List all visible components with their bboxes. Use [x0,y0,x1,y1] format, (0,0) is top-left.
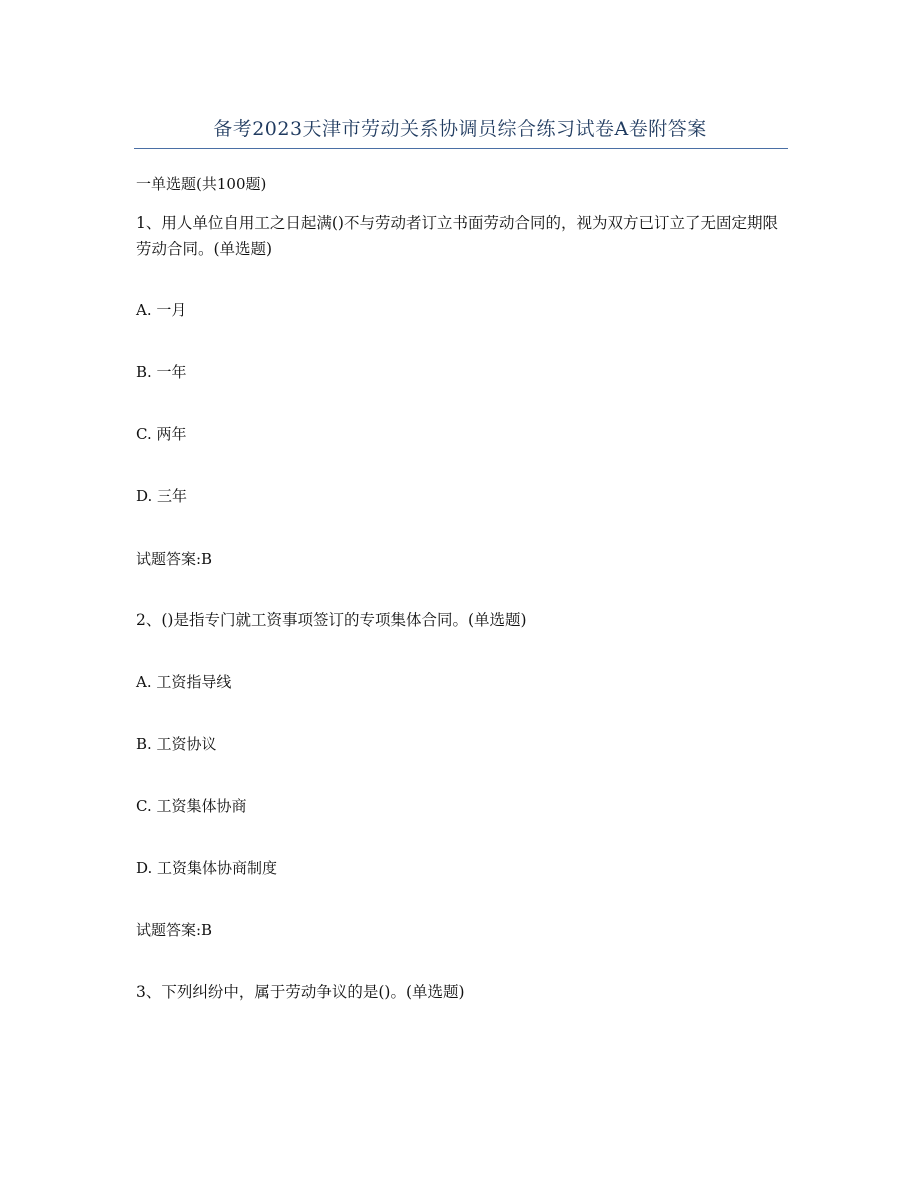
question-3-text: 3、下列纠纷中，属于劳动争议的是()。(单选题) [136,983,465,1001]
question-1-option-a: A. 一月 [136,301,187,319]
question-2-option-c: C. 工资集体协商 [136,797,247,815]
question-1-option-b: B. 一年 [136,363,187,381]
title-divider [134,148,788,149]
question-2-answer: 试题答案:B [136,921,213,939]
section-header: 一单选题(共100题) [136,175,267,193]
question-1-option-c: C. 两年 [136,425,187,443]
question-1-text: 1、用人单位自用工之日起满()不与劳动者订立书面劳动合同的，视为双方已订立了无固定期限劳动合同。(单选题) [136,214,778,258]
question-1-option-d: D. 三年 [136,487,188,505]
question-2-option-d: D. 工资集体协商制度 [136,859,278,877]
question-2-option-a: A. 工资指导线 [136,673,232,691]
question-2-option-b: B. 工资协议 [136,735,217,753]
question-2-text: 2、()是指专门就工资事项签订的专项集体合同。(单选题) [136,611,527,629]
page-title: 备考2023天津市劳动关系协调员综合练习试卷A卷附答案 [213,118,707,140]
question-1-answer: 试题答案:B [136,550,213,568]
